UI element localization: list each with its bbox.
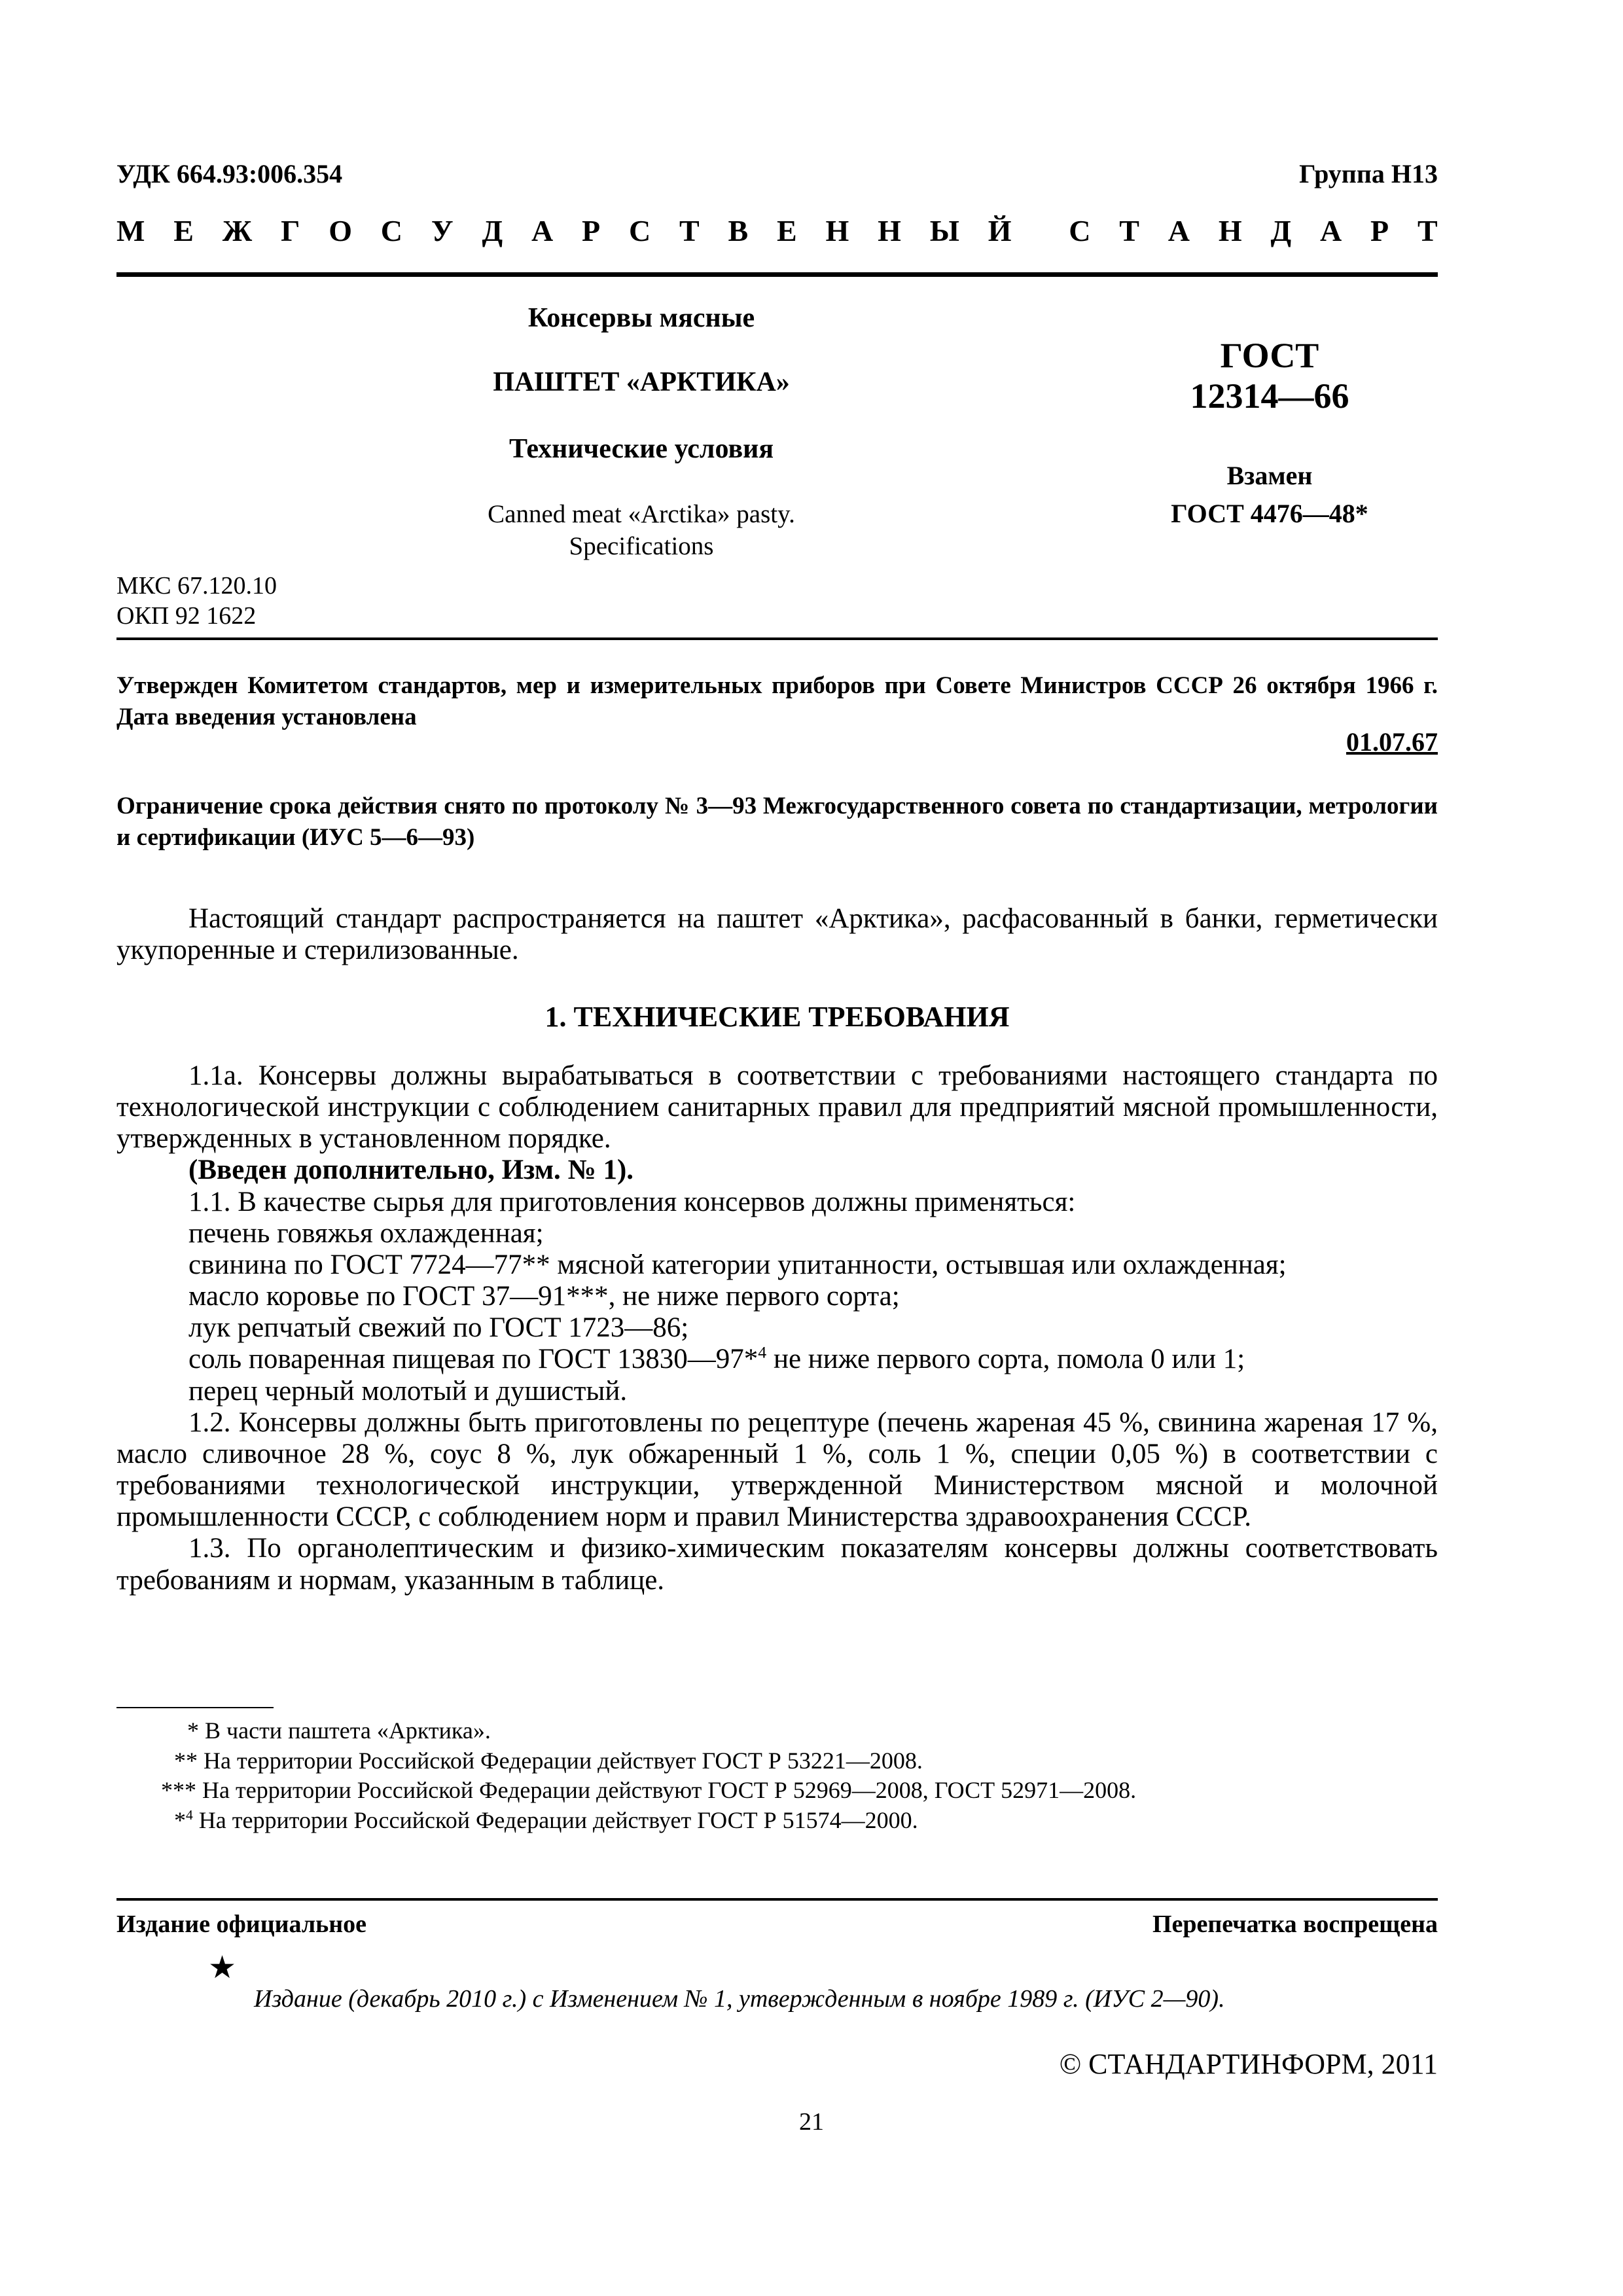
gost-label: ГОСТ	[1220, 336, 1319, 375]
clause-1-1a: 1.1а. Консервы должны вырабатываться в соответствии с требованиями настоящего стандарта по технологической инструкции с соблюдением санитарных правил для предприятий мясной промышленности, утвержденных в установленном порядке.	[116, 1060, 1438, 1155]
page-number: 21	[799, 2108, 824, 2136]
salt-text: соль поваренная пищевая по ГОСТ 13830—97*	[188, 1344, 758, 1375]
ingredient-item	[116, 1344, 1438, 1375]
banner-letter: Т	[1119, 214, 1139, 247]
document-subtitle: Консервы мясные	[527, 303, 755, 333]
banner-letter: Р	[1370, 214, 1389, 247]
approval-text: Утвержден Комитетом стандартов, мер и измерительных приборов при Совете Министров СССР 26 октября 1966 г. Дата введения установлена	[116, 672, 1438, 731]
header-divider	[116, 272, 1438, 277]
mks-code: МКС 67.120.10	[116, 572, 277, 600]
english-title-line: Specifications	[569, 531, 714, 560]
intro-paragraph	[116, 903, 1438, 966]
banner-letter: О	[329, 214, 352, 247]
okp-code: ОКП 92 1622	[116, 602, 257, 630]
english-title	[406, 499, 877, 563]
footnote-mark: 4	[758, 1343, 767, 1363]
amendment-note: (Введен дополнительно, Изм. № 1).	[188, 1155, 634, 1186]
banner-letter: С	[628, 214, 651, 247]
ingredient-item: масло коровье по ГОСТ 37—91***, не ниже первого сорта;	[188, 1281, 900, 1312]
title-divider	[116, 637, 1438, 640]
banner-letter: Р	[582, 214, 601, 247]
footnote: ** На территории Российской Федерации действует ГОСТ Р 53221—2008.	[174, 1747, 923, 1774]
gost-code: 12314—66	[1190, 376, 1349, 416]
section-body	[116, 1060, 1438, 1596]
gost-number	[1047, 335, 1492, 416]
banner-letter: А	[531, 214, 554, 247]
effective-date: 01.07.67	[1346, 727, 1438, 757]
banner-letter: С	[380, 214, 403, 247]
banner-letter: Т	[679, 214, 700, 247]
banner-letter: Ы	[929, 214, 959, 247]
banner-letter: С	[1069, 214, 1091, 247]
banner-letter: Е	[173, 214, 194, 247]
banner-letter: Г	[281, 214, 300, 247]
english-title-line: Canned meat «Arctika» pasty.	[488, 500, 795, 528]
banner-letter: Т	[1417, 214, 1438, 247]
replaces-label: Взамен	[1226, 461, 1313, 490]
ingredient-item: перец черный молотый и душистый.	[188, 1375, 628, 1407]
banner-letter: А	[1168, 214, 1190, 247]
limitation-note: Ограничение срока действия снято по протоколу № 3—93 Межгосударственного совета по стандартизации, метрологии и сертификации (ИУС 5—6—93)	[116, 793, 1438, 852]
clause-1-3: 1.3. По органолептическим и физико-химическим показателям консервы должны соответствовать требованиям и нормам, указанным в таблице.	[116, 1533, 1438, 1596]
banner-letter: А	[1319, 214, 1342, 247]
ingredient-item: свинина по ГОСТ 7724—77** мясной категории упитанности, остывшая или охлажденная;	[188, 1249, 1287, 1280]
clause-1-1: 1.1. В качестве сырья для приготовления консервов должны применяться:	[188, 1186, 1076, 1217]
banner-letter: Н	[878, 214, 901, 247]
ingredient-item: лук репчатый свежий по ГОСТ 1723—86;	[188, 1312, 689, 1344]
footnote-sup: 4	[186, 1807, 193, 1823]
banner-letter: Д	[1270, 214, 1292, 247]
banner-letter: В	[728, 214, 749, 247]
document-title: ПАШТЕТ «АРКТИКА»	[493, 367, 790, 397]
footnote: *** На территории Российской Федерации действуют ГОСТ Р 52969—2008, ГОСТ 52971—2008.	[161, 1777, 1137, 1804]
reprint-prohibited-label: Перепечатка воспрещена	[1152, 1910, 1438, 1938]
banner-letter: Д	[482, 214, 503, 247]
salt-text-end: не ниже первого сорта, помола 0 или 1;	[766, 1344, 1245, 1375]
footnote	[151, 1806, 1136, 1836]
clause-1-2: 1.2. Консервы должны быть приготовлены по рецептуре (печень жареная 45 %, свинина жареная 17 %, масло сливочное 28 %, соус 8 %, лук обжаренный 1 %, соль 1 %, специи 0,05 %) в соответствии с требованиями технологической инструкции, утвержденной Министерством мясной и молочной промышленности СССР, с соблюдением норм и правил Министерства здравоохранения СССР.	[116, 1407, 1438, 1533]
intro-text: Настоящий стандарт распространяется на паштет «Арктика», расфасованный в банки, герметически укупоренные и стерилизованные.	[116, 903, 1438, 966]
section-heading: 1. ТЕХНИЧЕСКИЕ ТРЕБОВАНИЯ	[544, 1001, 1010, 1033]
footer-divider	[116, 1898, 1438, 1901]
copyright: © СТАНДАРТИНФОРМ, 2011	[1059, 2048, 1438, 2080]
document-spec-label: Технические условия	[508, 434, 774, 464]
official-edition-label: Издание официальное	[116, 1910, 367, 1938]
footnote-mark: *	[174, 1807, 186, 1834]
footnotes	[151, 1716, 1136, 1836]
classification-codes	[116, 571, 277, 632]
banner-letter: Н	[825, 214, 849, 247]
udk-code: УДК 664.93:006.354	[116, 159, 343, 188]
group-code: Группа Н13	[1299, 159, 1438, 188]
star-icon: ★	[208, 1950, 237, 1985]
ingredient-item: печень говяжья охлажденная;	[188, 1217, 544, 1249]
banner-letter: М	[116, 214, 145, 247]
banner-letter: Ж	[222, 214, 253, 247]
footnote: * В части паштета «Арктика».	[187, 1717, 491, 1744]
edition-note: Издание (декабрь 2010 г.) с Изменением № 1, утвержденным в ноябре 1989 г. (ИУС 2—90).	[254, 1985, 1225, 2013]
banner-letter: У	[431, 214, 454, 247]
banner-letter: Н	[1218, 214, 1242, 247]
footnote-text: На территории Российской Федерации действует ГОСТ Р 51574—2000.	[192, 1807, 918, 1834]
banner-letter: Й	[988, 214, 1012, 247]
footnote-divider	[116, 1707, 274, 1708]
replaces-block	[1047, 457, 1492, 533]
interstate-standard-banner	[116, 213, 1438, 248]
banner-letter: Е	[777, 214, 797, 247]
replaces-value: ГОСТ 4476—48*	[1171, 499, 1368, 528]
